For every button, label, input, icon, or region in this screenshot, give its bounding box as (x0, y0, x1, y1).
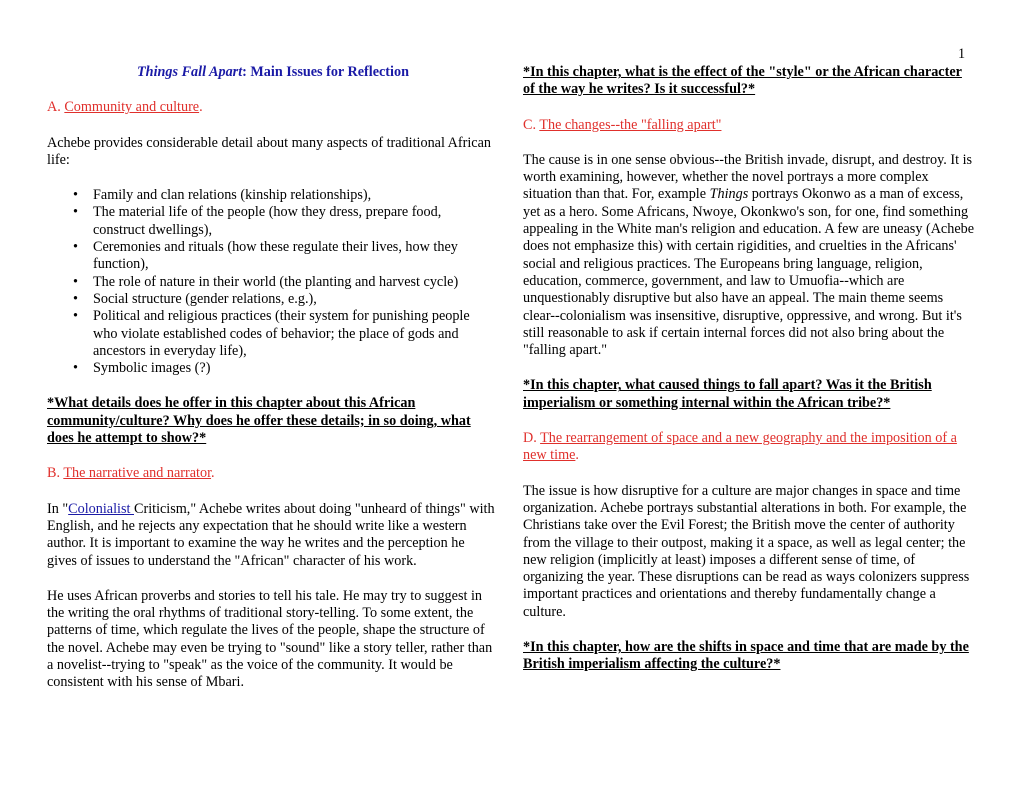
section-a-prefix: A. (47, 99, 65, 116)
list-item: • Family and clan relations (kinship relationships), (93, 187, 495, 204)
section-b-title: The narrative and narrator (63, 465, 212, 482)
aspects-list (47, 187, 495, 377)
section-c-prefix: C. (523, 116, 540, 133)
section-c-title: The changes--the "falling apart" (539, 116, 722, 133)
left-column (47, 64, 495, 692)
section-d-heading (523, 430, 975, 465)
section-d-suffix: . (575, 447, 579, 464)
section-c-heading (523, 117, 975, 134)
section-b-paragraph-2: He uses African proverbs and stories to tell his tale. He may try to suggest in the writing the oral rhythms of traditional story-telling. To some extent, the patterns of time, which regulate the lives of the people, shape the structure of the novel. Achebe may even be trying to "sound" like a story teller, rather than a novelist--trying to "speak" as the voice of the community. It would be consistent with his sense of Mbari. (47, 587, 493, 691)
section-b-prefix: B. (47, 465, 64, 482)
section-b-paragraph-1 (47, 501, 495, 570)
section-a-intro: Achebe provides considerable detail about many aspects of traditional African life: (47, 134, 491, 168)
section-d-title: The rearrangement of space and a new geography and the imposition of a new time (523, 430, 957, 464)
document-title (51, 64, 495, 81)
section-d-prefix: D. (523, 430, 541, 447)
section-c-paragraph (523, 152, 975, 360)
list-item: • The role of nature in their world (the planting and harvest cycle) (93, 274, 495, 291)
question-a: *What details does he offer in this chapter about this African community/culture? Why does he offer these details; in so doing, what does he attempt to show?* (47, 395, 471, 447)
para-c-part-1: The cause is in one sense obvious--the British invade, disrupt, and destroy. It is worth examining, however, whether the novel portrays a more complex situation than that. For, example (523, 151, 973, 203)
question-c: *In this chapter, what caused things to fall apart? Was it the British imperialism or something internal within the African tribe?* (523, 377, 932, 411)
para-c-part-2: portrays Okonwo as a man of excess, yet as a hero. Some Africans, Nwoye, Okonkwo's son, for one, find something appealing in the White man's religion and education. A few are uneasy (Achebe does not emphasize this) with certain rigidities, and cruelties in the Africans' social and religious practices. The Europeans bring language, religion, education, commerce, government, and law to Umuofia--which are unquestionably disruptive but also have an appeal. The main theme seems clear--colonialism was insensitive, disruptive, oppressive, and wrong. But it's still reasonable to ask if certain internal forces did not also bring about the "falling apart." (523, 186, 975, 359)
list-item: • Political and religious practices (their system for punishing people who violate established codes of behavior; the place of gods and ancestors in everyday life), (93, 308, 495, 360)
para-b1-start: In " (47, 500, 69, 517)
list-item: • Social structure (gender relations, e.g.), (93, 291, 495, 308)
list-item: • The material life of the people (how they dress, prepare food, construct dwellings), (93, 204, 495, 239)
title-book-name: Things Fall Apart (137, 64, 243, 80)
para-b1-rest: Criticism," Achebe writes about doing "unheard of things" with English, and he rejects any expectation that he should write like a western author. It is important to examine the way he writes and the perception he gives of issues to understand the "African" character of his work. (47, 500, 495, 569)
right-column (523, 64, 975, 674)
colonialist-link[interactable]: Colonialist (68, 500, 134, 517)
section-b-heading (47, 465, 495, 482)
list-item: • Ceremonies and rituals (how these regulate their lives, how they function), (93, 239, 495, 274)
section-a-suffix: . (199, 99, 203, 116)
section-a-title: Community and culture (64, 99, 200, 116)
question-d: *In this chapter, how are the shifts in space and time that are made by the British imperialism affecting the culture?* (523, 639, 969, 673)
section-b-suffix: . (211, 465, 215, 482)
para-c-book-name: Things (709, 186, 749, 203)
list-item: • Symbolic images (?) (93, 360, 495, 377)
page-number: 1 (958, 46, 966, 62)
title-subtitle: : Main Issues for Reflection (242, 64, 409, 80)
section-a-heading (47, 99, 495, 116)
section-d-paragraph: The issue is how disruptive for a culture are major changes in space and time organization. Achebe portrays substantial alterations in both. For example, the Christians take over the Evil Forest; the British move the center of authority from the village to their outpost, making it a space, as well as legal center; the new religion (implicitly at least) imposes a different sense of time, of organizing the year. These disruptions can be read as ways colonizers suppress important practices and orientations and thereby fundamentally change a culture. (523, 482, 970, 620)
question-b: *In this chapter, what is the effect of the "style" or the African character of the way he writes? Is it successful?* (523, 64, 962, 98)
